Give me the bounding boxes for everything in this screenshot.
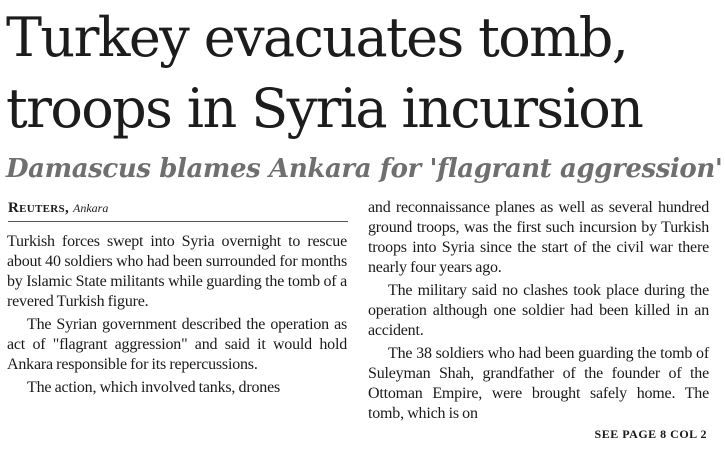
headline xyxy=(6,2,721,144)
paragraph: and reconnaissance planes as well as several hundred ground troops, was the first such incursion by Turkish troops into Syria since the start of the civil war there nearly four years ago. xyxy=(368,199,709,276)
byline xyxy=(8,199,348,222)
paragraph: Turkish forces swept into Syria overnight to rescue about 40 soldiers who had been surrounded for months by Islamic State militants while guarding the tomb of a revered Turkish figure. xyxy=(7,233,347,310)
paragraph: The 38 soldiers who had been guarding the tomb of Suleyman Shah, grandfather of the founder of the Ottoman Empire, were brought safely home. The tomb, which is on xyxy=(368,345,709,422)
paragraph: The military said no clashes took place during the operation although one soldier had been killed in an accident. xyxy=(368,282,709,339)
article-column-left xyxy=(7,232,347,398)
continuation-line: SEE PAGE 8 COL 2 xyxy=(594,427,707,441)
headline-line-2: troops in Syria incursion xyxy=(6,77,643,140)
article-column-right xyxy=(368,198,709,424)
paragraph: The Syrian government described the operation as act of "flagrant aggression" and said it would hold Ankara responsible for its repercussions. xyxy=(7,316,347,373)
byline-location: Ankara xyxy=(73,201,109,215)
headline-line-1: Turkey evacuates tomb, xyxy=(6,6,628,69)
byline-agency: Reuters, xyxy=(8,200,69,216)
subheadline: Damascus blames Ankara for 'flagrant aggression' xyxy=(6,154,723,184)
paragraph: The action, which involved tanks, drones xyxy=(27,379,280,396)
